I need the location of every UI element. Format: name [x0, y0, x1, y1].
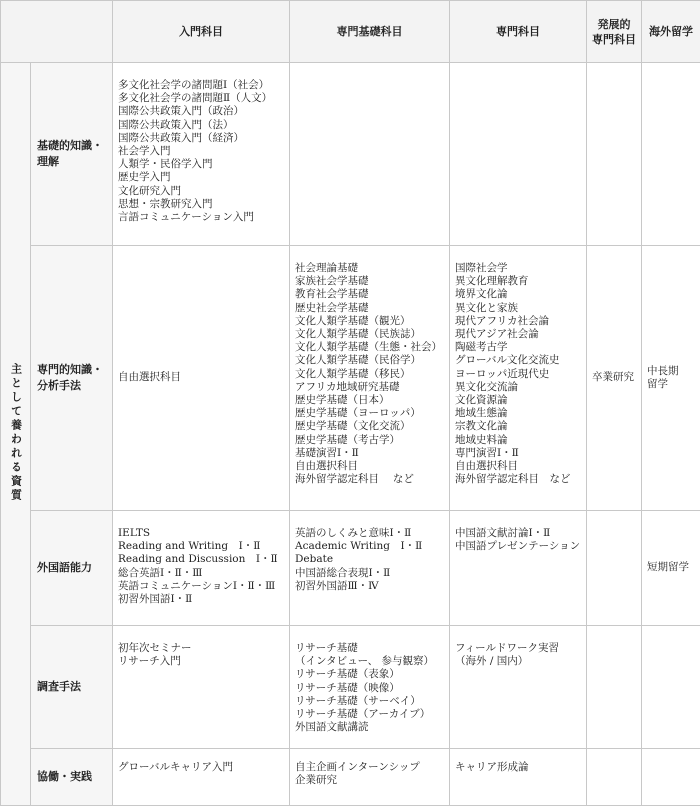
- course-item: 歴史社会学基礎: [295, 302, 446, 315]
- row-specialized-knowledge: [1, 246, 700, 511]
- course-item: 国際公共政策入門（法）: [118, 119, 286, 132]
- course-item: 多文化社会学の諸問題Ⅰ（社会）: [118, 79, 286, 92]
- course-item: 言語コミュニケーション入門: [118, 211, 286, 224]
- course-item: 異文化と家族: [455, 302, 583, 315]
- course-item: 初習外国語Ⅰ・Ⅱ: [118, 593, 286, 606]
- course-item: 海外留学認定科目 など: [455, 473, 583, 486]
- course-item: 人類学・民俗学入門: [118, 158, 286, 171]
- course-item: 宗教文化論: [455, 420, 583, 433]
- course-item: グローバル文化交流史: [455, 354, 583, 367]
- row-label: 協働・実践: [31, 749, 113, 806]
- corner-cell: [1, 1, 113, 63]
- course-item: 自由選択科目: [118, 371, 286, 384]
- course-item: 文化人類学基礎（民俗学）: [295, 354, 446, 367]
- course-item: 国際公共政策入門（政治）: [118, 105, 286, 118]
- specialized-cell: [450, 749, 587, 806]
- specialized-cell: [450, 626, 587, 749]
- header-intro: 入門科目: [113, 1, 290, 63]
- course-item: （海外 / 国内）: [455, 655, 583, 668]
- specialized-cell: [450, 63, 587, 246]
- course-item: 自主企画インターンシップ: [295, 761, 446, 774]
- course-item: 社会学入門: [118, 145, 286, 158]
- row-label: 専門的知識・ 分析手法: [31, 246, 113, 511]
- course-item: IELTS: [118, 527, 286, 540]
- course-item: 初習外国語Ⅲ・Ⅳ: [295, 580, 446, 593]
- intro-cell: [113, 626, 290, 749]
- row-practice: [1, 749, 700, 806]
- header-basic: 専門基礎科目: [290, 1, 450, 63]
- advanced-cell: [587, 749, 642, 806]
- course-item: 外国語文献講読: [295, 721, 446, 734]
- intro-cell: [113, 511, 290, 626]
- header-row: [1, 1, 700, 63]
- side-label-text: 主として養われる資質: [8, 363, 24, 503]
- course-item: 社会理論基礎: [295, 262, 446, 275]
- course-item: 自由選択科目: [295, 460, 446, 473]
- course-item: 文化人類学基礎（民族誌）: [295, 328, 446, 341]
- header-advanced: [587, 1, 642, 63]
- course-item: リサーチ基礎（表象）: [295, 668, 446, 681]
- intro-cell: [113, 246, 290, 511]
- abroad-cell: [642, 626, 700, 749]
- abroad-cell: [642, 749, 700, 806]
- specialized-cell: [450, 511, 587, 626]
- course-item: グローバルキャリア入門: [118, 761, 286, 774]
- header-advanced-text: 発展的 専門科目: [587, 17, 641, 47]
- row-label: 調査手法: [31, 626, 113, 749]
- course-item: （インタビュー、 参与観察）: [295, 655, 446, 668]
- course-item: キャリア形成論: [455, 761, 583, 774]
- course-item: 文化資源論: [455, 394, 583, 407]
- course-item: 文化人類学基礎（生態・社会）: [295, 341, 446, 354]
- specialized-cell: [450, 246, 587, 511]
- course-item: 歴史学入門: [118, 171, 286, 184]
- course-item: Academic Writing Ⅰ・Ⅱ: [295, 540, 446, 553]
- course-item: Reading and Writing Ⅰ・Ⅱ: [118, 540, 286, 553]
- abroad-cell: 短期留学: [642, 511, 700, 626]
- course-item: 歴史学基礎（日本）: [295, 394, 446, 407]
- course-item: フィールドワーク実習: [455, 642, 583, 655]
- header-specialized: 専門科目: [450, 1, 587, 63]
- course-item: 地域生態論: [455, 407, 583, 420]
- course-item: 国際公共政策入門（経済）: [118, 132, 286, 145]
- course-item: 異文化理解教育: [455, 275, 583, 288]
- course-item: アフリカ地域研究基礎: [295, 381, 446, 394]
- course-item: 総合英語Ⅰ・Ⅱ・Ⅲ: [118, 567, 286, 580]
- abroad-cell: 中長期 留学: [642, 246, 700, 511]
- intro-cell: [113, 749, 290, 806]
- course-item: 中国語文献討論Ⅰ・Ⅱ: [455, 527, 583, 540]
- course-item: 初年次セミナー: [118, 642, 286, 655]
- course-item: 自由選択科目: [455, 460, 583, 473]
- row-label: 基礎的知識・ 理解: [31, 63, 113, 246]
- row-label: 外国語能力: [31, 511, 113, 626]
- course-item: リサーチ基礎（アーカイブ）: [295, 708, 446, 721]
- course-item: 専門演習Ⅰ・Ⅱ: [455, 447, 583, 460]
- row-research: [1, 626, 700, 749]
- intro-cell: [113, 63, 290, 246]
- advanced-cell: 卒業研究: [587, 246, 642, 511]
- course-item: Reading and Discussion Ⅰ・Ⅱ: [118, 553, 286, 566]
- basic-cell: [290, 511, 450, 626]
- course-item: 文化人類学基礎（移民）: [295, 368, 446, 381]
- course-item: Debate: [295, 553, 446, 566]
- course-item: 家族社会学基礎: [295, 275, 446, 288]
- side-label: [1, 63, 31, 806]
- course-item: 現代アジア社会論: [455, 328, 583, 341]
- course-item: ヨーロッパ近現代史: [455, 368, 583, 381]
- course-item: 思想・宗教研究入門: [118, 198, 286, 211]
- course-item: 企業研究: [295, 774, 446, 787]
- course-item: 中国語プレゼンテーション: [455, 540, 583, 553]
- course-item: リサーチ基礎: [295, 642, 446, 655]
- basic-cell: [290, 749, 450, 806]
- advanced-cell: [587, 511, 642, 626]
- course-item: 陶磁考古学: [455, 341, 583, 354]
- course-item: 国際社会学: [455, 262, 583, 275]
- abroad-cell: [642, 63, 700, 246]
- course-item: 文化研究入門: [118, 185, 286, 198]
- basic-cell: [290, 63, 450, 246]
- course-item: 歴史学基礎（文化交流）: [295, 420, 446, 433]
- course-item: 歴史学基礎（ヨーロッパ）: [295, 407, 446, 420]
- course-item: 海外留学認定科目 など: [295, 473, 446, 486]
- row-language: [1, 511, 700, 626]
- row-basic-knowledge: [1, 63, 700, 246]
- course-item: 基礎演習Ⅰ・Ⅱ: [295, 447, 446, 460]
- course-item: 文化人類学基礎（観光）: [295, 315, 446, 328]
- course-item: 異文化交流論: [455, 381, 583, 394]
- course-item: 歴史学基礎（考古学）: [295, 434, 446, 447]
- course-item: 境界文化論: [455, 288, 583, 301]
- advanced-cell: [587, 63, 642, 246]
- course-item: 多文化社会学の諸問題Ⅱ（人文）: [118, 92, 286, 105]
- header-abroad: 海外留学: [642, 1, 700, 63]
- course-item: リサーチ基礎（映像）: [295, 682, 446, 695]
- course-item: 地域史料論: [455, 434, 583, 447]
- course-item: 英語コミュニケーションⅠ・Ⅱ・Ⅲ: [118, 580, 286, 593]
- course-item: リサーチ入門: [118, 655, 286, 668]
- basic-cell: [290, 246, 450, 511]
- course-item: リサーチ基礎（サーベイ）: [295, 695, 446, 708]
- course-item: 中国語総合表現Ⅰ・Ⅱ: [295, 567, 446, 580]
- advanced-cell: [587, 626, 642, 749]
- course-item: 英語のしくみと意味Ⅰ・Ⅱ: [295, 527, 446, 540]
- basic-cell: [290, 626, 450, 749]
- course-item: 教育社会学基礎: [295, 288, 446, 301]
- course-item: 現代アフリカ社会論: [455, 315, 583, 328]
